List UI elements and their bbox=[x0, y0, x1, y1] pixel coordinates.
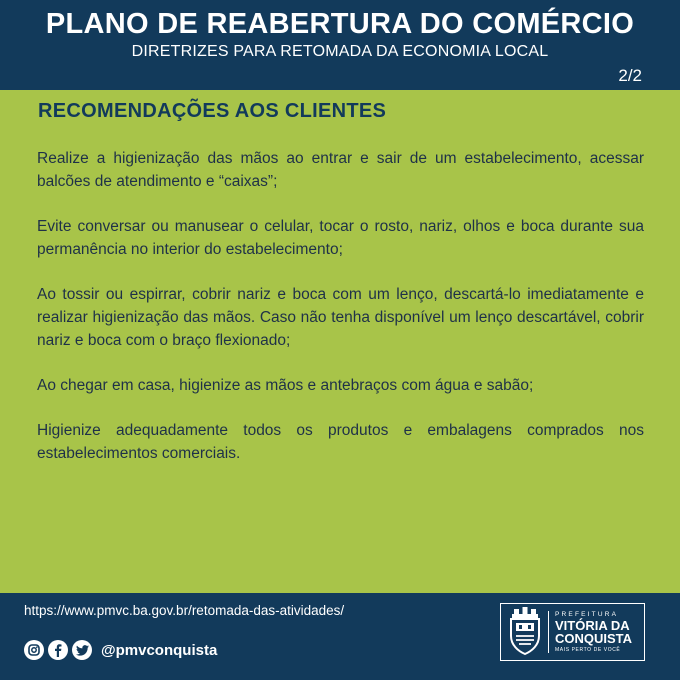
logo-city-line2: CONQUISTA bbox=[555, 630, 633, 646]
website-url[interactable]: https://www.pmvc.ba.gov.br/retomada-das-atividades/ bbox=[24, 603, 345, 618]
recommendations-list bbox=[37, 147, 644, 487]
page-indicator: 2/2 bbox=[618, 66, 642, 85]
page-title: PLANO DE REABERTURA DO COMÉRCIO bbox=[45, 8, 635, 40]
recommendation-paragraph: Higienize adequadamente todos os produtos e embalagens comprados nos estabelecimentos comerciais. bbox=[37, 422, 644, 462]
content-panel bbox=[0, 90, 680, 593]
logo-tagline: MAIS PERTO DE VOCÊ bbox=[555, 646, 621, 653]
city-crest-icon bbox=[505, 606, 545, 658]
facebook-icon[interactable] bbox=[48, 640, 68, 660]
instagram-icon[interactable] bbox=[24, 640, 44, 660]
recommendation-paragraph: Ao chegar em casa, higienize as mãos e antebraços com água e sabão; bbox=[37, 377, 534, 394]
footer-bar bbox=[0, 593, 680, 680]
page-subtitle: DIRETRIZES PARA RETOMADA DA ECONOMIA LOCAL bbox=[131, 43, 549, 60]
recommendation-paragraph: Evite conversar ou manusear o celular, tocar o rosto, nariz, olhos e boca durante sua permanência no interior do estabelecimento; bbox=[37, 218, 644, 258]
section-heading: RECOMENDAÇÕES AOS CLIENTES bbox=[38, 100, 387, 122]
recommendation-paragraph: Ao tossir ou espirrar, cobrir nariz e boca com um lenço, descartá-lo imediatamente e realizar higienização das mãos. Caso não tenha disponível um lenço descartável, cobrir nariz e boca com o braço flexionado; bbox=[37, 286, 644, 349]
logo-city-line1: VITÓRIA DA bbox=[555, 617, 630, 633]
social-links bbox=[24, 639, 217, 661]
logo-prefeitura: PREFEITURA bbox=[555, 610, 619, 618]
logo-divider bbox=[548, 611, 549, 653]
header-banner bbox=[0, 0, 680, 90]
twitter-icon[interactable] bbox=[72, 640, 92, 660]
social-handle[interactable]: @pmvconquista bbox=[101, 641, 218, 659]
logo-text bbox=[555, 611, 632, 654]
prefeitura-logo bbox=[500, 603, 645, 661]
recommendation-paragraph: Realize a higienização das mãos ao entrar e sair de um estabelecimento, acessar balcões de atendimento e “caixas”; bbox=[37, 150, 644, 190]
